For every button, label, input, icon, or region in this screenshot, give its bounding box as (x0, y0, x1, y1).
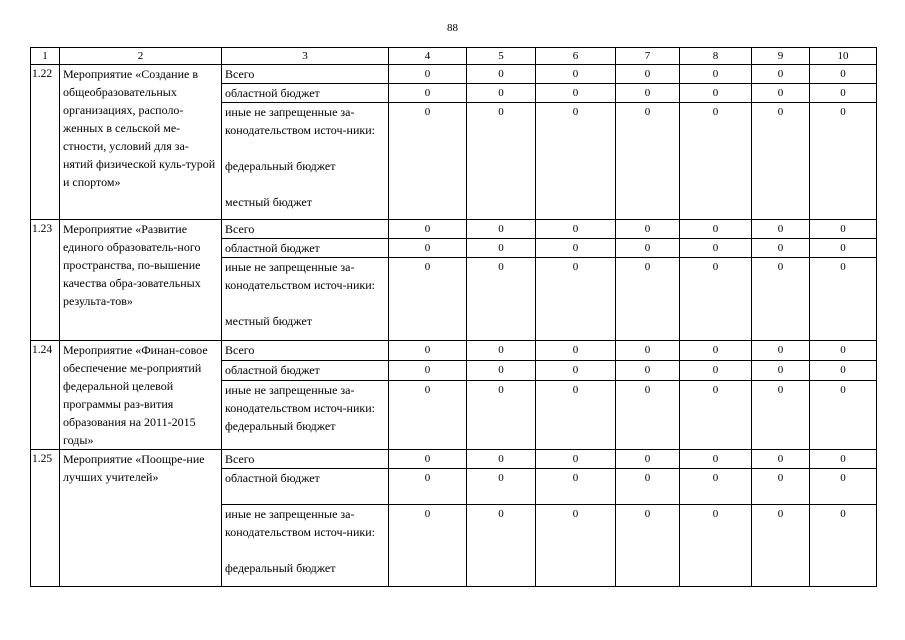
value-cell: 0 (810, 505, 877, 587)
value-cell: 0 (467, 84, 536, 103)
value-cell: 0 (536, 360, 616, 380)
value-cell: 0 (752, 360, 810, 380)
value-cell: 0 (389, 65, 467, 84)
value-cell: 0 (389, 360, 467, 380)
value-cell: 0 (616, 239, 680, 258)
value-cell: 0 (616, 341, 680, 361)
value-cell: 0 (752, 84, 810, 103)
value-cell: 0 (810, 450, 877, 469)
value-cell: 0 (752, 505, 810, 587)
value-cell: 0 (536, 103, 616, 220)
value-cell: 0 (680, 65, 752, 84)
value-cell: 0 (389, 103, 467, 220)
value-cell: 0 (752, 103, 810, 220)
value-cell: 0 (389, 469, 467, 505)
value-cell: 0 (680, 341, 752, 361)
table-row (31, 220, 877, 239)
value-cell: 0 (467, 103, 536, 220)
header-cell: 4 (389, 48, 467, 65)
table-body (31, 48, 877, 587)
value-cell: 0 (680, 84, 752, 103)
value-cell: 0 (467, 469, 536, 505)
value-cell: 0 (389, 220, 467, 239)
value-cell: 0 (752, 239, 810, 258)
value-cell: 0 (616, 360, 680, 380)
value-cell: 0 (389, 341, 467, 361)
value-cell: 0 (680, 505, 752, 587)
value-cell: 0 (680, 103, 752, 220)
value-cell: 0 (810, 103, 877, 220)
value-cell: 0 (616, 84, 680, 103)
item-title: Мероприятие «Финан-совое обеспечение ме-роприятий федеральной целевой программы раз-вития образования на 2011-2015 годы» (60, 341, 222, 450)
value-cell: 0 (810, 469, 877, 505)
value-cell: 0 (810, 65, 877, 84)
value-cell: 0 (752, 380, 810, 449)
value-cell: 0 (389, 84, 467, 103)
item-title: Мероприятие «Развитие единого образователь-ного пространства, по-вышение качества обра-зовательных результа-тов» (60, 220, 222, 341)
funding-source: областной бюджет (222, 84, 389, 103)
header-cell: 10 (810, 48, 877, 65)
item-title: Мероприятие «Создание в общеобразовательных организациях, располо-женных в сельской ме-стности, условий для за-нятий физической куль-турой и спортом» (60, 65, 222, 220)
header-cell: 5 (467, 48, 536, 65)
value-cell: 0 (616, 450, 680, 469)
value-cell: 0 (810, 380, 877, 449)
value-cell: 0 (616, 505, 680, 587)
funding-source: областной бюджет (222, 469, 389, 505)
value-cell: 0 (467, 341, 536, 361)
value-cell: 0 (680, 239, 752, 258)
value-cell: 0 (752, 469, 810, 505)
value-cell: 0 (389, 450, 467, 469)
value-cell: 0 (810, 341, 877, 361)
value-cell: 0 (752, 258, 810, 341)
value-cell: 0 (616, 103, 680, 220)
value-cell: 0 (680, 469, 752, 505)
value-cell: 0 (616, 258, 680, 341)
value-cell: 0 (536, 239, 616, 258)
funding-source: Всего (222, 450, 389, 469)
value-cell: 0 (467, 239, 536, 258)
value-cell: 0 (680, 380, 752, 449)
value-cell: 0 (467, 450, 536, 469)
item-number: 1.25 (31, 450, 60, 587)
funding-source: иные не запрещенные за-конодательством источ-ники: местный бюджет (222, 258, 389, 341)
header-cell: 6 (536, 48, 616, 65)
table-row (31, 341, 877, 361)
funding-source: иные не запрещенные за-конодательством источ-ники: федеральный бюджет местный бюджет (222, 103, 389, 220)
value-cell: 0 (536, 341, 616, 361)
page-number: 88 (447, 22, 458, 34)
value-cell: 0 (536, 220, 616, 239)
value-cell: 0 (680, 258, 752, 341)
funding-source: Всего (222, 341, 389, 361)
value-cell: 0 (536, 450, 616, 469)
value-cell: 0 (616, 469, 680, 505)
value-cell: 0 (536, 469, 616, 505)
value-cell: 0 (389, 239, 467, 258)
value-cell: 0 (467, 505, 536, 587)
item-number: 1.23 (31, 220, 60, 341)
value-cell: 0 (810, 360, 877, 380)
funding-source: иные не запрещенные за-конодательством источ-ники: федеральный бюджет (222, 505, 389, 587)
value-cell: 0 (616, 65, 680, 84)
value-cell: 0 (752, 450, 810, 469)
value-cell: 0 (616, 380, 680, 449)
value-cell: 0 (810, 220, 877, 239)
value-cell: 0 (389, 258, 467, 341)
header-cell: 8 (680, 48, 752, 65)
item-number: 1.24 (31, 341, 60, 450)
value-cell: 0 (467, 380, 536, 449)
budget-table (30, 47, 877, 587)
item-number: 1.22 (31, 65, 60, 220)
value-cell: 0 (536, 380, 616, 449)
header-cell: 9 (752, 48, 810, 65)
value-cell: 0 (680, 360, 752, 380)
value-cell: 0 (536, 65, 616, 84)
table-row (31, 65, 877, 84)
value-cell: 0 (536, 84, 616, 103)
value-cell: 0 (536, 258, 616, 341)
value-cell: 0 (536, 505, 616, 587)
header-row (31, 48, 877, 65)
funding-source: областной бюджет (222, 360, 389, 380)
item-title: Мероприятие «Поощре-ние лучших учителей» (60, 450, 222, 587)
value-cell: 0 (680, 220, 752, 239)
value-cell: 0 (752, 220, 810, 239)
value-cell: 0 (752, 341, 810, 361)
value-cell: 0 (810, 239, 877, 258)
value-cell: 0 (616, 220, 680, 239)
table-row (31, 450, 877, 469)
value-cell: 0 (467, 220, 536, 239)
value-cell: 0 (389, 380, 467, 449)
value-cell: 0 (680, 450, 752, 469)
value-cell: 0 (467, 360, 536, 380)
header-cell: 1 (31, 48, 60, 65)
funding-source: Всего (222, 65, 389, 84)
funding-source: областной бюджет (222, 239, 389, 258)
value-cell: 0 (810, 84, 877, 103)
value-cell: 0 (389, 505, 467, 587)
header-cell: 3 (222, 48, 389, 65)
value-cell: 0 (467, 258, 536, 341)
funding-source: Всего (222, 220, 389, 239)
value-cell: 0 (752, 65, 810, 84)
value-cell: 0 (467, 65, 536, 84)
header-cell: 2 (60, 48, 222, 65)
header-cell: 7 (616, 48, 680, 65)
value-cell: 0 (810, 258, 877, 341)
funding-source: иные не запрещенные за-конодательством источ-ники: федеральный бюджет (222, 380, 389, 449)
